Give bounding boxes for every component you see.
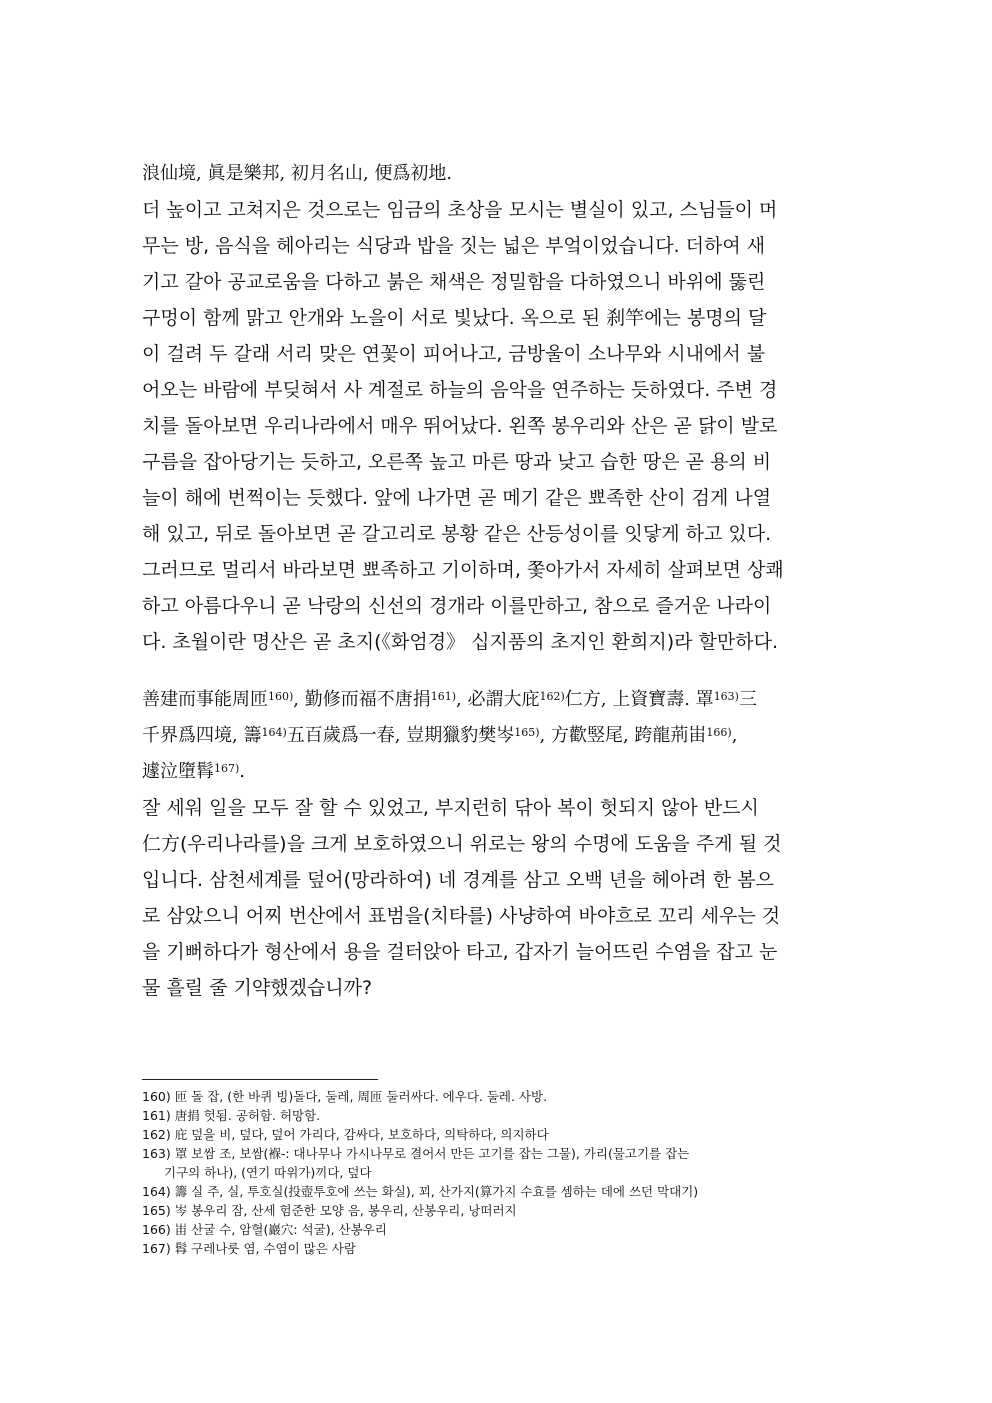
classical-text-segment: , 必謂大庇	[456, 689, 540, 710]
classical-text-segment: 三	[738, 689, 757, 710]
translation-line: 로 삼았으니 어찌 번산에서 표범을(치타를) 사냥하여 바야흐로 꼬리 세우는 것	[142, 905, 781, 927]
translation-line: 치를 돌아보면 우리나라에서 매우 뛰어났다. 왼쪽 봉우리와 산은 곧 닭이 발로	[142, 415, 778, 437]
classical-text-paragraph-2	[142, 682, 852, 790]
translation-line: 늘이 해에 번쩍이는 듯했다. 앞에 나가면 곧 메기 같은 뾰족한 산이 검게 나열	[142, 487, 772, 509]
classical-text-line	[142, 754, 852, 790]
classical-text-segment: .	[239, 761, 246, 782]
footnote-divider	[142, 1079, 378, 1080]
translation-paragraph-2	[142, 790, 852, 1006]
classical-text-segment: 善建而事能周匝	[142, 689, 268, 710]
footnote-ref-160[interactable]: 160)	[268, 690, 294, 703]
translation-line: 해 있고, 뒤로 돌아보면 곧 갈고리로 봉황 같은 산등성이를 잇닿게 하고 있다.	[142, 523, 772, 545]
footnotes	[142, 1087, 854, 1258]
classical-text-segment: 五百歲爲一春, 豈期獵豹樊岑	[286, 725, 515, 746]
translation-line: 어오는 바람에 부딪혀서 사 계절로 하늘의 음악을 연주하는 듯하였다. 주변 경	[142, 379, 778, 401]
translation-line: 무는 방, 음식을 헤아리는 식당과 밥을 짓는 넓은 부엌이었습니다. 더하여 새	[142, 235, 766, 257]
footnote-164: 164) 籌 실 주, 실, 투호실(投壺투호에 쓰는 화실), 꾀, 산가지(算가지 수효를 셈하는 데에 쓰던 막대기)	[142, 1184, 699, 1199]
classical-text-segment: 千界爲四境, 籌	[142, 725, 262, 746]
footnote-161: 161) 唐捐 헛됨. 공허함. 허망함.	[142, 1108, 321, 1123]
footnote-ref-166[interactable]: 166)	[706, 726, 732, 739]
classical-text-segment: 仁方, 上資寶壽. 罩	[564, 689, 714, 710]
footnote-ref-167[interactable]: 167)	[214, 762, 240, 775]
footnote-ref-164[interactable]: 164)	[261, 726, 287, 739]
translation-line: 하고 아름다우니 곧 낙랑의 신선의 경개라 이를만하고, 참으로 즐거운 나라이	[142, 595, 772, 617]
classical-text-segment: 遽泣墮髥	[142, 761, 214, 782]
translation-line: 물 흘릴 줄 기약했겠습니까?	[142, 977, 373, 999]
translation-line: 이 걸려 두 갈래 서리 맞은 연꽃이 피어나고, 금방울이 소나무와 시내에서 불	[142, 343, 766, 365]
footnote-ref-163[interactable]: 163)	[713, 690, 739, 703]
translation-line: 다. 초월이란 명산은 곧 초지(《화엄경》 십지품의 초지인 환희지)라 할만하다.	[142, 631, 778, 653]
footnote-163: 163) 罩 보쌈 조, 보쌈(褓-: 대나무나 가시나무로 결어서 만든 고기를 잡는 그물), 가리(물고기를 잡는	[142, 1146, 690, 1161]
translation-line: 그러므로 멀리서 바라보면 뾰족하고 기이하며, 쫓아가서 자세히 살펴보면 상쾌	[142, 559, 784, 581]
footnote-162: 162) 庇 덮을 비, 덮다, 덮어 가리다, 감싸다, 보호하다, 의탁하다, 의지하다	[142, 1127, 549, 1142]
translation-line: 구름을 잡아당기는 듯하고, 오른쪽 높고 마른 땅과 낮고 습한 땅은 곧 용의 비	[142, 451, 772, 473]
translation-line: 구멍이 함께 맑고 안개와 노을이 서로 빛났다. 옥으로 된 刹竿에는 봉명의 달	[142, 307, 767, 329]
footnote-167: 167) 髥 구레나룻 염, 수염이 많은 사람	[142, 1241, 356, 1256]
footnote-165: 165) 岑 봉우리 잠, 산세 험준한 모양 음, 봉우리, 산봉우리, 낭떠러지	[142, 1203, 517, 1218]
classical-text-line	[142, 682, 852, 718]
translation-line: 기고 갈아 공교로움을 다하고 붉은 채색은 정밀함을 다하였으니 바위에 뚫린	[142, 271, 766, 293]
translation-line: 仁方(우리나라를)을 크게 보호하였으니 위로는 왕의 수명에 도움을 주게 될 것	[142, 833, 782, 855]
footnote-ref-162[interactable]: 162)	[539, 690, 565, 703]
classical-text-segment: ,	[731, 725, 738, 746]
page-body	[142, 156, 852, 1006]
classical-text-line	[142, 718, 852, 754]
classical-text-segment: , 方歡竪尾, 跨龍荊峀	[539, 725, 707, 746]
footnote-160: 160) 匝 돌 잡, (한 바퀴 빙)돌다, 둘레, 周匝 둘러싸다. 에우다. 둘레. 사방.	[142, 1089, 548, 1104]
footnote-ref-161[interactable]: 161)	[430, 690, 457, 703]
classical-text-segment: , 勤修而福不唐捐	[293, 689, 431, 710]
translation-line: 입니다. 삼천세계를 덮어(망라하여) 네 경계를 삼고 오백 년을 헤아려 한 봄으	[142, 869, 774, 891]
translation-line: 더 높이고 고쳐지은 것으로는 임금의 초상을 모시는 별실이 있고, 스님들이 머	[142, 199, 778, 221]
footnote-166: 166) 峀 산굴 수, 암혈(巖穴: 석굴), 산봉우리	[142, 1222, 387, 1237]
translation-paragraph-1	[142, 192, 852, 660]
translation-line: 을 기뻐하다가 형산에서 용을 걸터앉아 타고, 갑자기 늘어뜨린 수염을 잡고 눈	[142, 941, 778, 963]
classical-text-line: 浪仙境, 眞是樂邦, 初月名山, 便爲初地.	[142, 163, 453, 184]
translation-line: 잘 세워 일을 모두 잘 할 수 있었고, 부지런히 닦아 복이 헛되지 않아 반드시	[142, 797, 759, 819]
footnote-ref-165[interactable]: 165)	[514, 726, 540, 739]
footnote-163-continued: 기구의 하나), (연기 따위가)끼다, 덮다	[164, 1165, 372, 1180]
